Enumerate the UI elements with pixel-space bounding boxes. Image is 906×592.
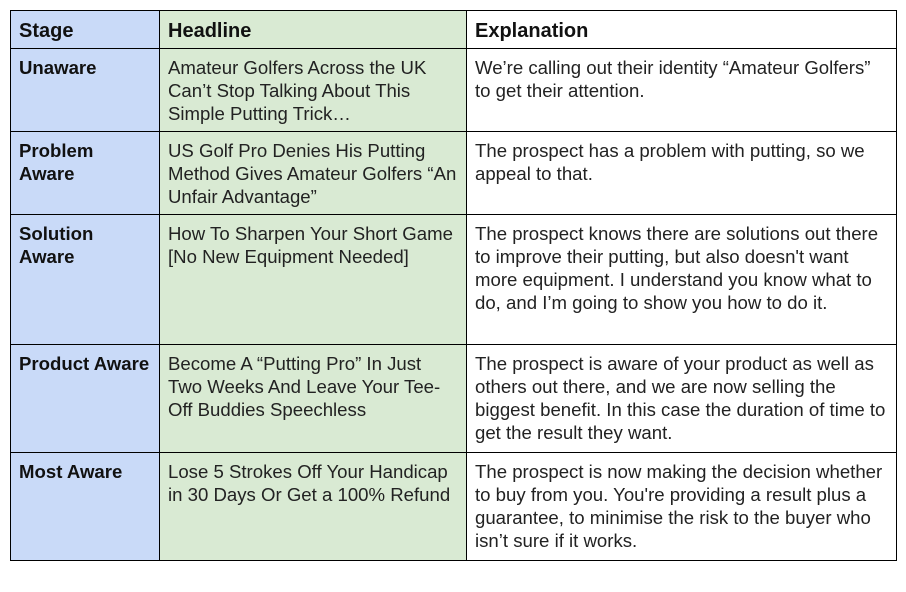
table-row <box>11 453 897 561</box>
table-row <box>11 132 897 215</box>
explanation-cell: We’re calling out their identity “Amateur Golfers” to get their attention. <box>467 49 897 132</box>
table-row <box>11 215 897 345</box>
explanation-cell: The prospect is aware of your product as well as others out there, and we are now selling the biggest benefit. In this case the duration of time to get the result they want. <box>467 345 897 453</box>
headline-cell: Amateur Golfers Across the UK Can’t Stop Talking About This Simple Putting Trick… <box>160 49 467 132</box>
table-row <box>11 49 897 132</box>
header-stage: Stage <box>11 11 160 49</box>
stage-cell: Solution Aware <box>11 215 160 345</box>
explanation-cell: The prospect knows there are solutions out there to improve their putting, but also doesn't want more equipment. I understand you know what to do, and I’m going to show you how to do it. <box>467 215 897 345</box>
explanation-cell: The prospect has a problem with putting, so we appeal to that. <box>467 132 897 215</box>
headline-cell: Become A “Putting Pro” In Just Two Weeks And Leave Your Tee-Off Buddies Speechless <box>160 345 467 453</box>
explanation-cell: The prospect is now making the decision whether to buy from you. You're providing a result plus a guarantee, to minimise the risk to the buyer who isn’t sure if it works. <box>467 453 897 561</box>
headline-cell: How To Sharpen Your Short Game [No New Equipment Needed] <box>160 215 467 345</box>
table-header-row <box>11 11 897 49</box>
stage-cell: Most Aware <box>11 453 160 561</box>
header-explanation: Explanation <box>467 11 897 49</box>
headline-cell: Lose 5 Strokes Off Your Handicap in 30 Days Or Get a 100% Refund <box>160 453 467 561</box>
header-headline: Headline <box>160 11 467 49</box>
headline-cell: US Golf Pro Denies His Putting Method Gives Amateur Golfers “An Unfair Advantage” <box>160 132 467 215</box>
table-row <box>11 345 897 453</box>
stage-cell: Problem Aware <box>11 132 160 215</box>
stage-cell: Unaware <box>11 49 160 132</box>
stage-cell: Product Aware <box>11 345 160 453</box>
awareness-stages-table <box>10 10 897 561</box>
